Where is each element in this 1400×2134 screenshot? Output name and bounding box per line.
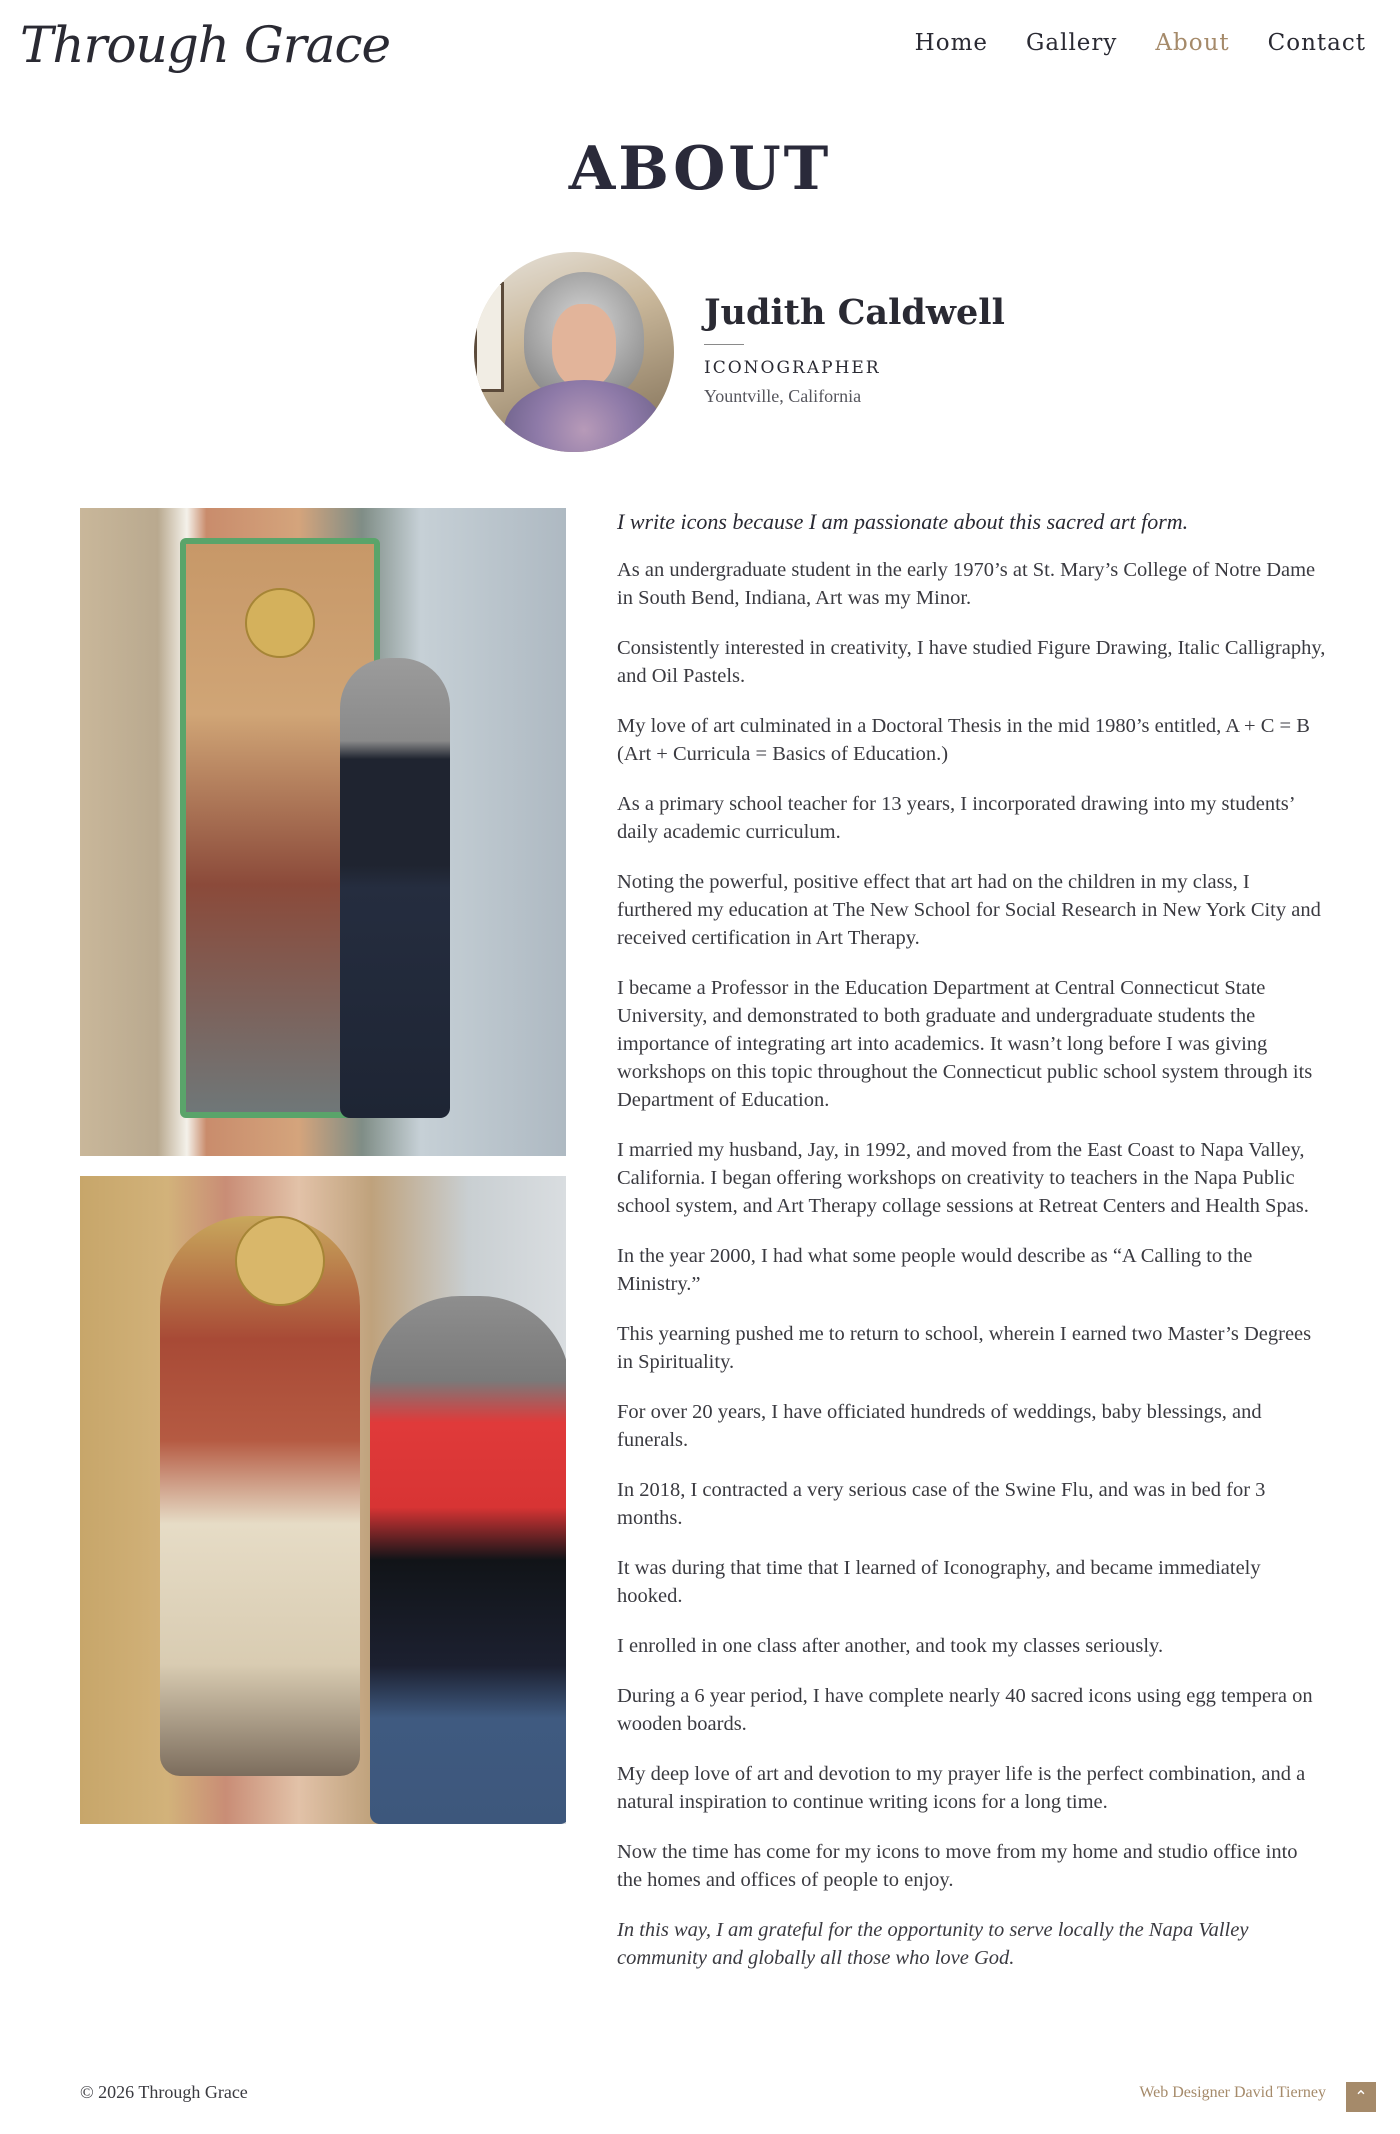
bio-paragraph: I enrolled in one class after another, and took my classes seriously. <box>617 1635 1164 1657</box>
bio-text <box>617 508 1327 1994</box>
bio-paragraph: Now the time has come for my icons to move from my home and studio office into the homes and offices of people to enjoy. <box>617 1841 1298 1891</box>
person-location: Yountville, California <box>704 386 862 406</box>
avatar <box>474 252 674 452</box>
bio-paragraph: It was during that time that I learned of Iconography, and became immediately hooked. <box>617 1557 1261 1607</box>
nav-gallery[interactable]: Gallery <box>1026 30 1118 56</box>
bio-paragraph: My deep love of art and devotion to my prayer life is the perfect combination, and a natural inspiration to continue writing icons for a long time. <box>617 1763 1306 1813</box>
bio-paragraph: Consistently interested in creativity, I have studied Figure Drawing, Italic Calligraphy, and Oil Pastels. <box>617 637 1326 687</box>
bio-paragraph: In 2018, I contracted a very serious case of the Swine Flu, and was in bed for 3 months. <box>617 1479 1266 1529</box>
bio-paragraph: My love of art culminated in a Doctoral Thesis in the mid 1980’s entitled, A + C = B (Art + Curricula = Basics of Education.) <box>617 715 1310 765</box>
site-logo[interactable]: Through Grace <box>20 16 391 74</box>
name-divider <box>704 344 744 345</box>
bio-paragraph: During a 6 year period, I have complete nearly 40 sacred icons using egg tempera on wooden boards. <box>617 1685 1313 1735</box>
bio-lead: I write icons because I am passionate about this sacred art form. <box>617 509 1189 534</box>
chevron-up-icon: ⌃ <box>1354 2087 1368 2106</box>
bio-closing: In this way, I am grateful for the opportunity to serve locally the Napa Valley community and globally all those who love God. <box>617 1919 1249 1969</box>
copyright-text: © 2026 Through Grace <box>80 2082 248 2102</box>
nav-home[interactable]: Home <box>914 30 988 56</box>
bio-paragraph: As an undergraduate student in the early 1970’s at St. Mary’s College of Notre Dame in South Bend, Indiana, Art was my Minor. <box>617 559 1316 609</box>
main-nav <box>915 30 1366 56</box>
bio-paragraph: As a primary school teacher for 13 years, I incorporated drawing into my students’ daily academic curriculum. <box>617 793 1295 843</box>
painting-photo-2 <box>80 1176 566 1824</box>
back-to-top-button[interactable] <box>1346 2082 1376 2112</box>
page-title: ABOUT <box>568 134 832 204</box>
nav-about[interactable]: About <box>1155 30 1230 56</box>
person-role: ICONOGRAPHER <box>704 358 881 378</box>
person-name: Judith Caldwell <box>704 292 1005 333</box>
bio-paragraph: For over 20 years, I have officiated hundreds of weddings, baby blessings, and funerals. <box>617 1401 1262 1451</box>
bio-paragraph: Noting the powerful, positive effect that art had on the children in my class, I furthered my education at The New School for Social Research in New York City and received certification in Art Therapy. <box>617 871 1321 949</box>
bio-paragraph: In the year 2000, I had what some people would describe as “A Calling to the Ministry.” <box>617 1245 1253 1295</box>
nav-contact[interactable]: Contact <box>1267 30 1366 56</box>
site-header <box>0 0 1400 100</box>
bio-paragraph: I became a Professor in the Education Department at Central Connecticut State University, and demonstrated to both graduate and undergraduate students the importance of integrating art into academics. It wasn’t long before I was giving workshops on this topic throughout the Connecticut public school system through its Department of Education. <box>617 977 1313 1111</box>
bio-paragraph: This yearning pushed me to return to school, wherein I earned two Master’s Degrees in Spirituality. <box>617 1323 1312 1373</box>
bio-paragraph: I married my husband, Jay, in 1992, and moved from the East Coast to Napa Valley, California. I began offering workshops on creativity to teachers in the Napa Public school system, and Art Therapy collage sessions at Retreat Centers and Health Spas. <box>617 1139 1309 1217</box>
painting-photo-1 <box>80 508 566 1156</box>
designer-credit-link[interactable]: Web Designer David Tierney <box>1139 2084 1326 2101</box>
